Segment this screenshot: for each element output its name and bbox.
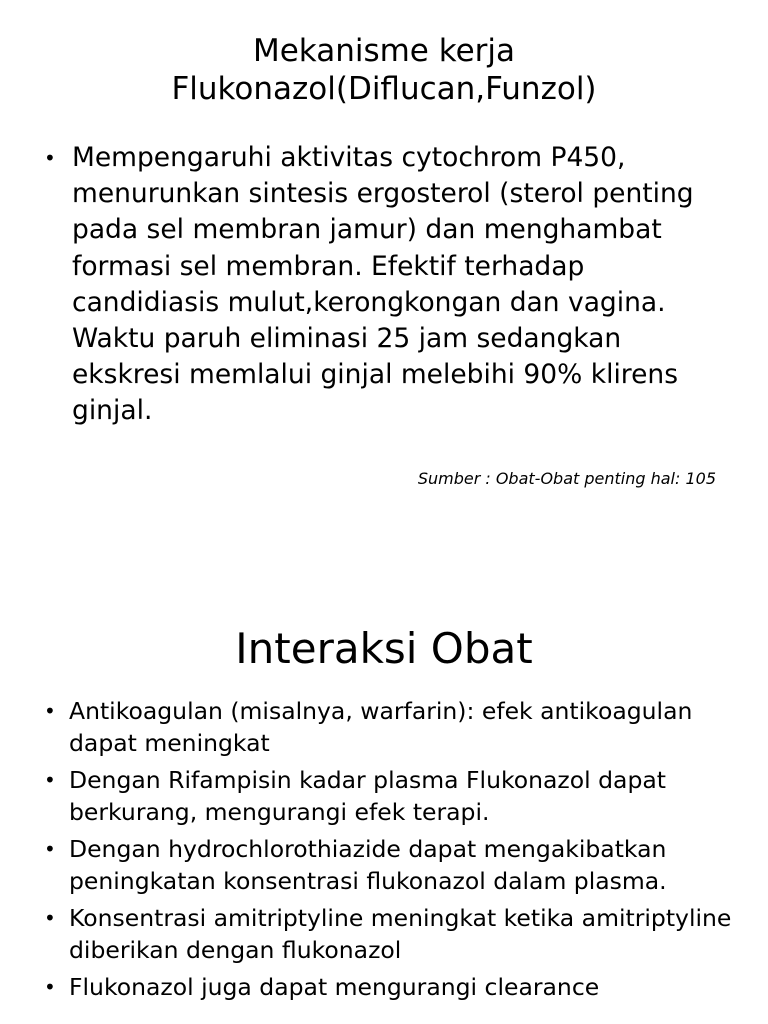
- bullet-item: [44, 834, 734, 897]
- bullet-icon: •: [44, 146, 56, 170]
- bullet-list: [44, 696, 734, 1010]
- bullet-icon: •: [44, 699, 56, 723]
- bullet-text: Mempengaruhi aktivitas cytochrom P450, menurunkan sintesis ergosterol (sterol penting pada sel membran jamur) dan menghambat formasi sel membran. Efektif terhadap candidiasis mulut,kerongkongan dan vagina. Waktu paruh eliminasi 25 jam sedangkan ekskresi memlalui ginjal melebihi 90% klirens ginjal.: [72, 142, 694, 427]
- slide-interaksi-obat: [0, 600, 768, 1024]
- bullet-item: [44, 765, 734, 828]
- bullet-icon: •: [44, 837, 56, 861]
- source-citation: Sumber : Obat-Obat penting hal: 105: [417, 469, 716, 488]
- bullet-item: [44, 972, 734, 1004]
- bullet-item: [44, 696, 734, 759]
- title-line-1: Mekanisme kerja: [252, 33, 516, 69]
- bullet-text: Dengan Rifampisin kadar plasma Flukonazol dapat berkurang, mengurangi efek terapi.: [69, 766, 666, 826]
- bullet-list: [44, 140, 734, 430]
- bullet-item: [44, 140, 734, 430]
- bullet-icon: •: [44, 975, 56, 999]
- slide-title: Interaksi Obat: [235, 624, 533, 673]
- bullet-text: Dengan hydrochlorothiazide dapat mengakibatkan peningkatan konsentrasi flukonazol dalam plasma.: [69, 835, 667, 895]
- bullet-item: [44, 903, 734, 966]
- slide-title: [0, 32, 768, 108]
- title-line-2: Flukonazol(Diflucan,Funzol): [171, 71, 597, 107]
- bullet-icon: •: [44, 768, 56, 792]
- bullet-text: Flukonazol juga dapat mengurangi clearance: [69, 973, 600, 1001]
- bullet-text: Antikoagulan (misalnya, warfarin): efek antikoagulan dapat meningkat: [69, 697, 693, 757]
- bullet-icon: •: [44, 906, 56, 930]
- bullet-text: Konsentrasi amitriptyline meningkat ketika amitriptyline diberikan dengan flukonazol: [69, 904, 732, 964]
